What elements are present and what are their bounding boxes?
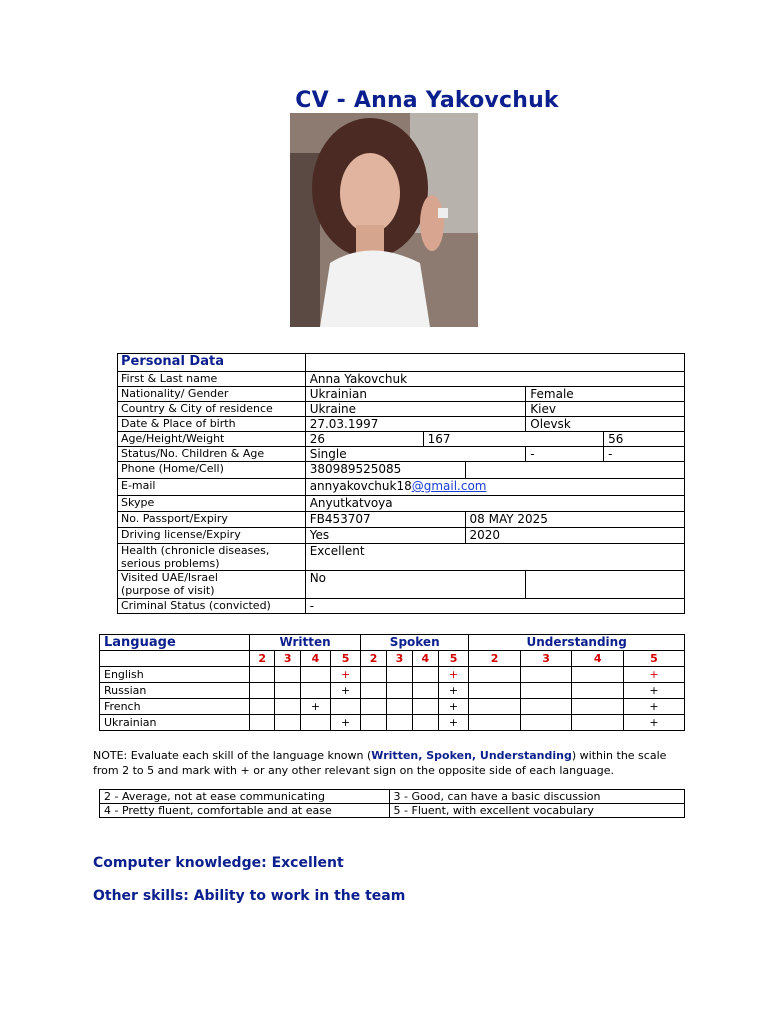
language-cell (250, 683, 275, 699)
scale-number: 3 (387, 651, 413, 667)
scale-number: 2 (361, 651, 387, 667)
weight-value: 56 (604, 432, 685, 447)
language-cell (275, 667, 300, 683)
language-cell (387, 715, 413, 731)
language-table (99, 634, 685, 731)
scale-number: 5 (331, 651, 361, 667)
language-cell (250, 667, 275, 683)
driving-value: Yes (305, 528, 465, 544)
language-cell (572, 715, 624, 731)
language-cell (412, 699, 438, 715)
scale-number: 4 (412, 651, 438, 667)
language-cell (361, 699, 387, 715)
page-title: CV - Anna Yakovchuk (295, 88, 559, 113)
driving-label: Driving license/Expiry (118, 528, 306, 544)
scale-3-text: 3 - Good, can have a basic discussion (389, 790, 684, 804)
scale-legend-table (99, 789, 685, 818)
language-row (100, 667, 685, 683)
language-name: French (100, 699, 250, 715)
scale-number: 3 (275, 651, 300, 667)
email-value (305, 479, 684, 496)
language-mark: + (623, 683, 684, 699)
language-cell (572, 667, 624, 683)
language-name: Russian (100, 683, 250, 699)
birth-date-value: 27.03.1997 (305, 417, 526, 432)
profile-photo-image (290, 113, 478, 327)
profile-photo (290, 113, 478, 327)
language-cell (469, 667, 521, 683)
city-value: Kiev (526, 402, 685, 417)
criminal-label: Criminal Status (convicted) (118, 599, 306, 614)
visited-value: No (305, 571, 526, 599)
name-label: First & Last name (118, 372, 306, 387)
language-cell (412, 715, 438, 731)
note-prefix: NOTE: Evaluate each skill of the language known ( (93, 749, 372, 762)
language-row (100, 683, 685, 699)
language-mark: + (438, 683, 469, 699)
language-cell (361, 667, 387, 683)
passport-value: FB453707 (305, 512, 465, 528)
country-label: Country & City of residence (118, 402, 306, 417)
skype-value: Anyutkatvoya (305, 496, 684, 512)
language-cell (520, 715, 572, 731)
scale-number: 3 (520, 651, 572, 667)
language-cell (300, 683, 330, 699)
scale-5-text: 5 - Fluent, with excellent vocabulary (389, 804, 684, 818)
language-heading: Language (100, 635, 250, 651)
language-cell (412, 667, 438, 683)
scale-number: 4 (572, 651, 624, 667)
skype-label: Skype (118, 496, 306, 512)
note-suffix: ) within the scale from 2 to 5 and mark with + or any other relevant sign on the opposite side of each language. (93, 749, 667, 777)
scale-4-text: 4 - Pretty fluent, comfortable and at ease (100, 804, 390, 818)
age-value: 26 (305, 432, 423, 447)
health-value: Excellent (305, 544, 684, 571)
language-mark: + (331, 715, 361, 731)
language-cell (275, 715, 300, 731)
language-cell (300, 667, 330, 683)
name-value: Anna Yakovchuk (305, 372, 684, 387)
language-cell (469, 683, 521, 699)
scale-number: 2 (469, 651, 521, 667)
visited-label-line2: (purpose of visit) (121, 584, 215, 597)
driving-expiry-value: 2020 (465, 528, 685, 544)
note-bold: Written, Spoken, Understanding (371, 749, 572, 762)
nationality-value: Ukrainian (305, 387, 526, 402)
language-cell (469, 699, 521, 715)
language-mark: + (623, 715, 684, 731)
email-user: annyakovchuk18 (309, 479, 412, 493)
language-mark: + (300, 699, 330, 715)
language-cell (250, 715, 275, 731)
status-label: Status/No. Children & Age (118, 447, 306, 462)
phone-label: Phone (Home/Cell) (118, 462, 306, 479)
age-height-weight-label: Age/Height/Weight (118, 432, 306, 447)
scale-number: 5 (623, 651, 684, 667)
children-value: - (526, 447, 604, 462)
language-mark: + (623, 699, 684, 715)
other-skills: Other skills: Ability to work in the team (93, 888, 406, 904)
scale-number: 5 (438, 651, 469, 667)
phone-value: 380989525085 (305, 462, 465, 479)
birth-label: Date & Place of birth (118, 417, 306, 432)
nationality-label: Nationality/ Gender (118, 387, 306, 402)
health-label: Health (chronicle diseases, serious problems) (118, 544, 306, 571)
email-link[interactable]: @gmail.com (411, 479, 487, 493)
language-cell (275, 683, 300, 699)
language-cell (250, 699, 275, 715)
language-cell (331, 699, 361, 715)
language-row (100, 699, 685, 715)
language-cell (572, 683, 624, 699)
language-cell (469, 715, 521, 731)
written-heading: Written (250, 635, 361, 651)
visited-label-line1: Visited UAE/Israel (121, 571, 218, 584)
language-mark: + (331, 683, 361, 699)
language-cell (520, 667, 572, 683)
computer-knowledge: Computer knowledge: Excellent (93, 855, 344, 871)
country-value: Ukraine (305, 402, 526, 417)
gender-value: Female (526, 387, 685, 402)
email-label: E-mail (118, 479, 306, 496)
scale-number: 4 (300, 651, 330, 667)
language-mark: + (623, 667, 684, 683)
language-row (100, 715, 685, 731)
scale-number: 2 (250, 651, 275, 667)
language-mark: + (438, 699, 469, 715)
height-value: 167 (423, 432, 604, 447)
language-cell (387, 667, 413, 683)
language-mark: + (331, 667, 361, 683)
visited-label (118, 571, 306, 599)
language-cell (300, 715, 330, 731)
spoken-heading: Spoken (361, 635, 469, 651)
language-cell (275, 699, 300, 715)
language-name: Ukrainian (100, 715, 250, 731)
language-cell (387, 683, 413, 699)
language-cell (361, 715, 387, 731)
language-mark: + (438, 715, 469, 731)
language-mark: + (438, 667, 469, 683)
scale-2-text: 2 - Average, not at ease communicating (100, 790, 390, 804)
status-value: Single (305, 447, 526, 462)
birth-place-value: Olevsk (526, 417, 685, 432)
understanding-heading: Understanding (469, 635, 685, 651)
personal-data-table (117, 353, 685, 614)
language-cell (412, 683, 438, 699)
language-note (93, 748, 683, 778)
language-cell (361, 683, 387, 699)
criminal-value: - (305, 599, 684, 614)
language-cell (520, 699, 572, 715)
personal-data-heading: Personal Data (118, 354, 306, 372)
language-cell (387, 699, 413, 715)
passport-label: No. Passport/Expiry (118, 512, 306, 528)
language-cell (572, 699, 624, 715)
language-name: English (100, 667, 250, 683)
children-age-value: - (604, 447, 685, 462)
passport-expiry-value: 08 MAY 2025 (465, 512, 685, 528)
language-cell (520, 683, 572, 699)
